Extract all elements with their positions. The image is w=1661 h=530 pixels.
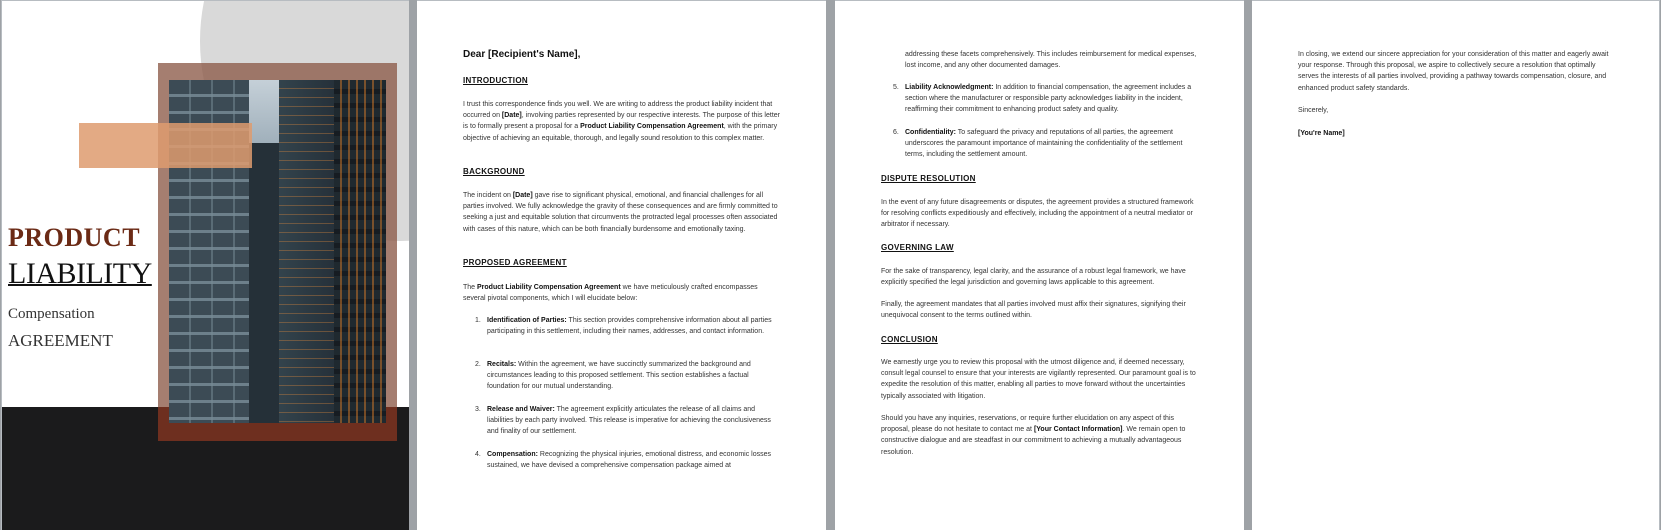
list-item: 3. Release and Waiver: The agreement explicitly articulates the release of all claims and liabilities by each party involved. This release is imperative for achieving the conclusiveness and finality of our settlement. (475, 406, 771, 436)
paragraph-governing-1: For the sake of transparency, legal clarity, and the assurance of a robust legal framework, we have explicitly specified the legal jurisdiction and governing laws applicable to this agreement. (881, 268, 1186, 287)
list-item: 2. Recitals: Within the agreement, we have succinctly summarized the background and circumstances leading to this proposed settlement. This section establishes a factual foundation for our mutual understanding. (475, 361, 751, 391)
cover-subtitle-compensation: Compensation (8, 306, 95, 322)
letter-page-2 (417, 0, 826, 530)
signature-name: [You're Name] (1298, 130, 1345, 137)
list-item-continued: addressing these facets comprehensively. This includes reimbursement for medical expenses, lost income, and any other documented damages. (905, 51, 1197, 70)
heading-background: BACKGROUND (463, 167, 525, 176)
cover-page (1, 0, 409, 530)
peach-accent-block (79, 123, 252, 168)
heading-dispute-resolution: DISPUTE RESOLUTION (881, 174, 976, 183)
heading-governing-law: GOVERNING LAW (881, 243, 954, 252)
paragraph-governing-2: Finally, the agreement mandates that all parties involved must affix their signatures, signifying their unequivocal consent to the terms outlined within. (881, 301, 1186, 320)
paragraph-introduction: I trust this correspondence finds you well. We are writing to address the product liability incident that occurred on [Date], involving parties represented by our respective interests. The purpose of this letter is to formally present a proposal for a Product Liability Compensation Agreement, with the primary objective of achieving an equitable, thorough, and legally sound resolution to this complex matter. (463, 101, 780, 142)
list-item: 5. Liability Acknowledgment: In addition to financial compensation, the agreement includes a section where the manufacturer or responsible party acknowledges liability in the incident, reaffirming their commitment to enhancing product safety and quality. (893, 84, 1192, 114)
paragraph-conclusion-2: Should you have any inquiries, reservations, or require further elucidation on any aspect of this proposal, please do not hesitate to contact me at [Your Contact Information]. We remain open to constructive dialogue and are steadfast in our commitment to achieving a mutually advantageous resolution. (881, 415, 1186, 456)
paragraph-background: The incident on [Date] gave rise to significant physical, emotional, and financial challenges for all parties involved. We fully acknowledge the gravity of these consequences and are firmly committed to seeking a just and equitable solution that circumvents the protracted legal processes often associated with cases of this nature, which can be both financially burdensome and emotionally taxing. (463, 192, 778, 233)
heading-conclusion: CONCLUSION (881, 335, 938, 344)
letter-page-3 (835, 0, 1244, 530)
paragraph-dispute: In the event of any future disagreements or disputes, the agreement provides a structured framework for resolving conflicts expeditiously and effectively, including the appointment of a neutral mediator or arbitrator if necessary. (881, 199, 1194, 229)
salutation: Dear [Recipient's Name], (463, 49, 581, 60)
paragraph-closing: In closing, we extend our sincere appreciation for your consideration of this matter and eagerly await your response. Through this proposal, we aspire to collectively secure a resolution that optimally serves the interests of all parties involved, providing a pathway towards compensation, closure, and enhanced product safety standards. (1298, 51, 1609, 92)
heading-introduction: INTRODUCTION (463, 76, 528, 85)
paragraph-proposed: The Product Liability Compensation Agreement we have meticulously crafted encompasses several pivotal components, which I will elucidate below: (463, 284, 758, 303)
cover-subtitle-agreement: AGREEMENT (8, 331, 113, 350)
list-item: 6. Confidentiality: To safeguard the privacy and reputations of all parties, the agreement underscores the paramount importance of maintaining the confidentiality of the settlement terms, including the settlement amount. (893, 129, 1183, 159)
list-item: 1. Identification of Parties: This section provides comprehensive information about all parties participating in this settlement, including their names, addresses, and contact information. (475, 317, 772, 336)
heading-proposed-agreement: PROPOSED AGREEMENT (463, 258, 567, 267)
paragraph-conclusion-1: We earnestly urge you to review this proposal with the utmost diligence and, if deemed necessary, consult legal counsel to ensure that your interests are vigilantly represented. Our paramount goal is to expedite the resolution of this matter, enabling all parties to move forward without the uncertainties typically associated with litigation. (881, 359, 1196, 400)
signoff: Sincerely, (1298, 107, 1329, 114)
letter-page-4 (1252, 0, 1660, 530)
cover-title-product: PRODUCT (8, 223, 141, 252)
list-item: 4. Compensation: Recognizing the physical injuries, emotional distress, and economic losses sustained, we have devised a comprehensive compensation package aimed at (475, 451, 772, 470)
cover-title-liability: LIABILITY (8, 257, 152, 290)
